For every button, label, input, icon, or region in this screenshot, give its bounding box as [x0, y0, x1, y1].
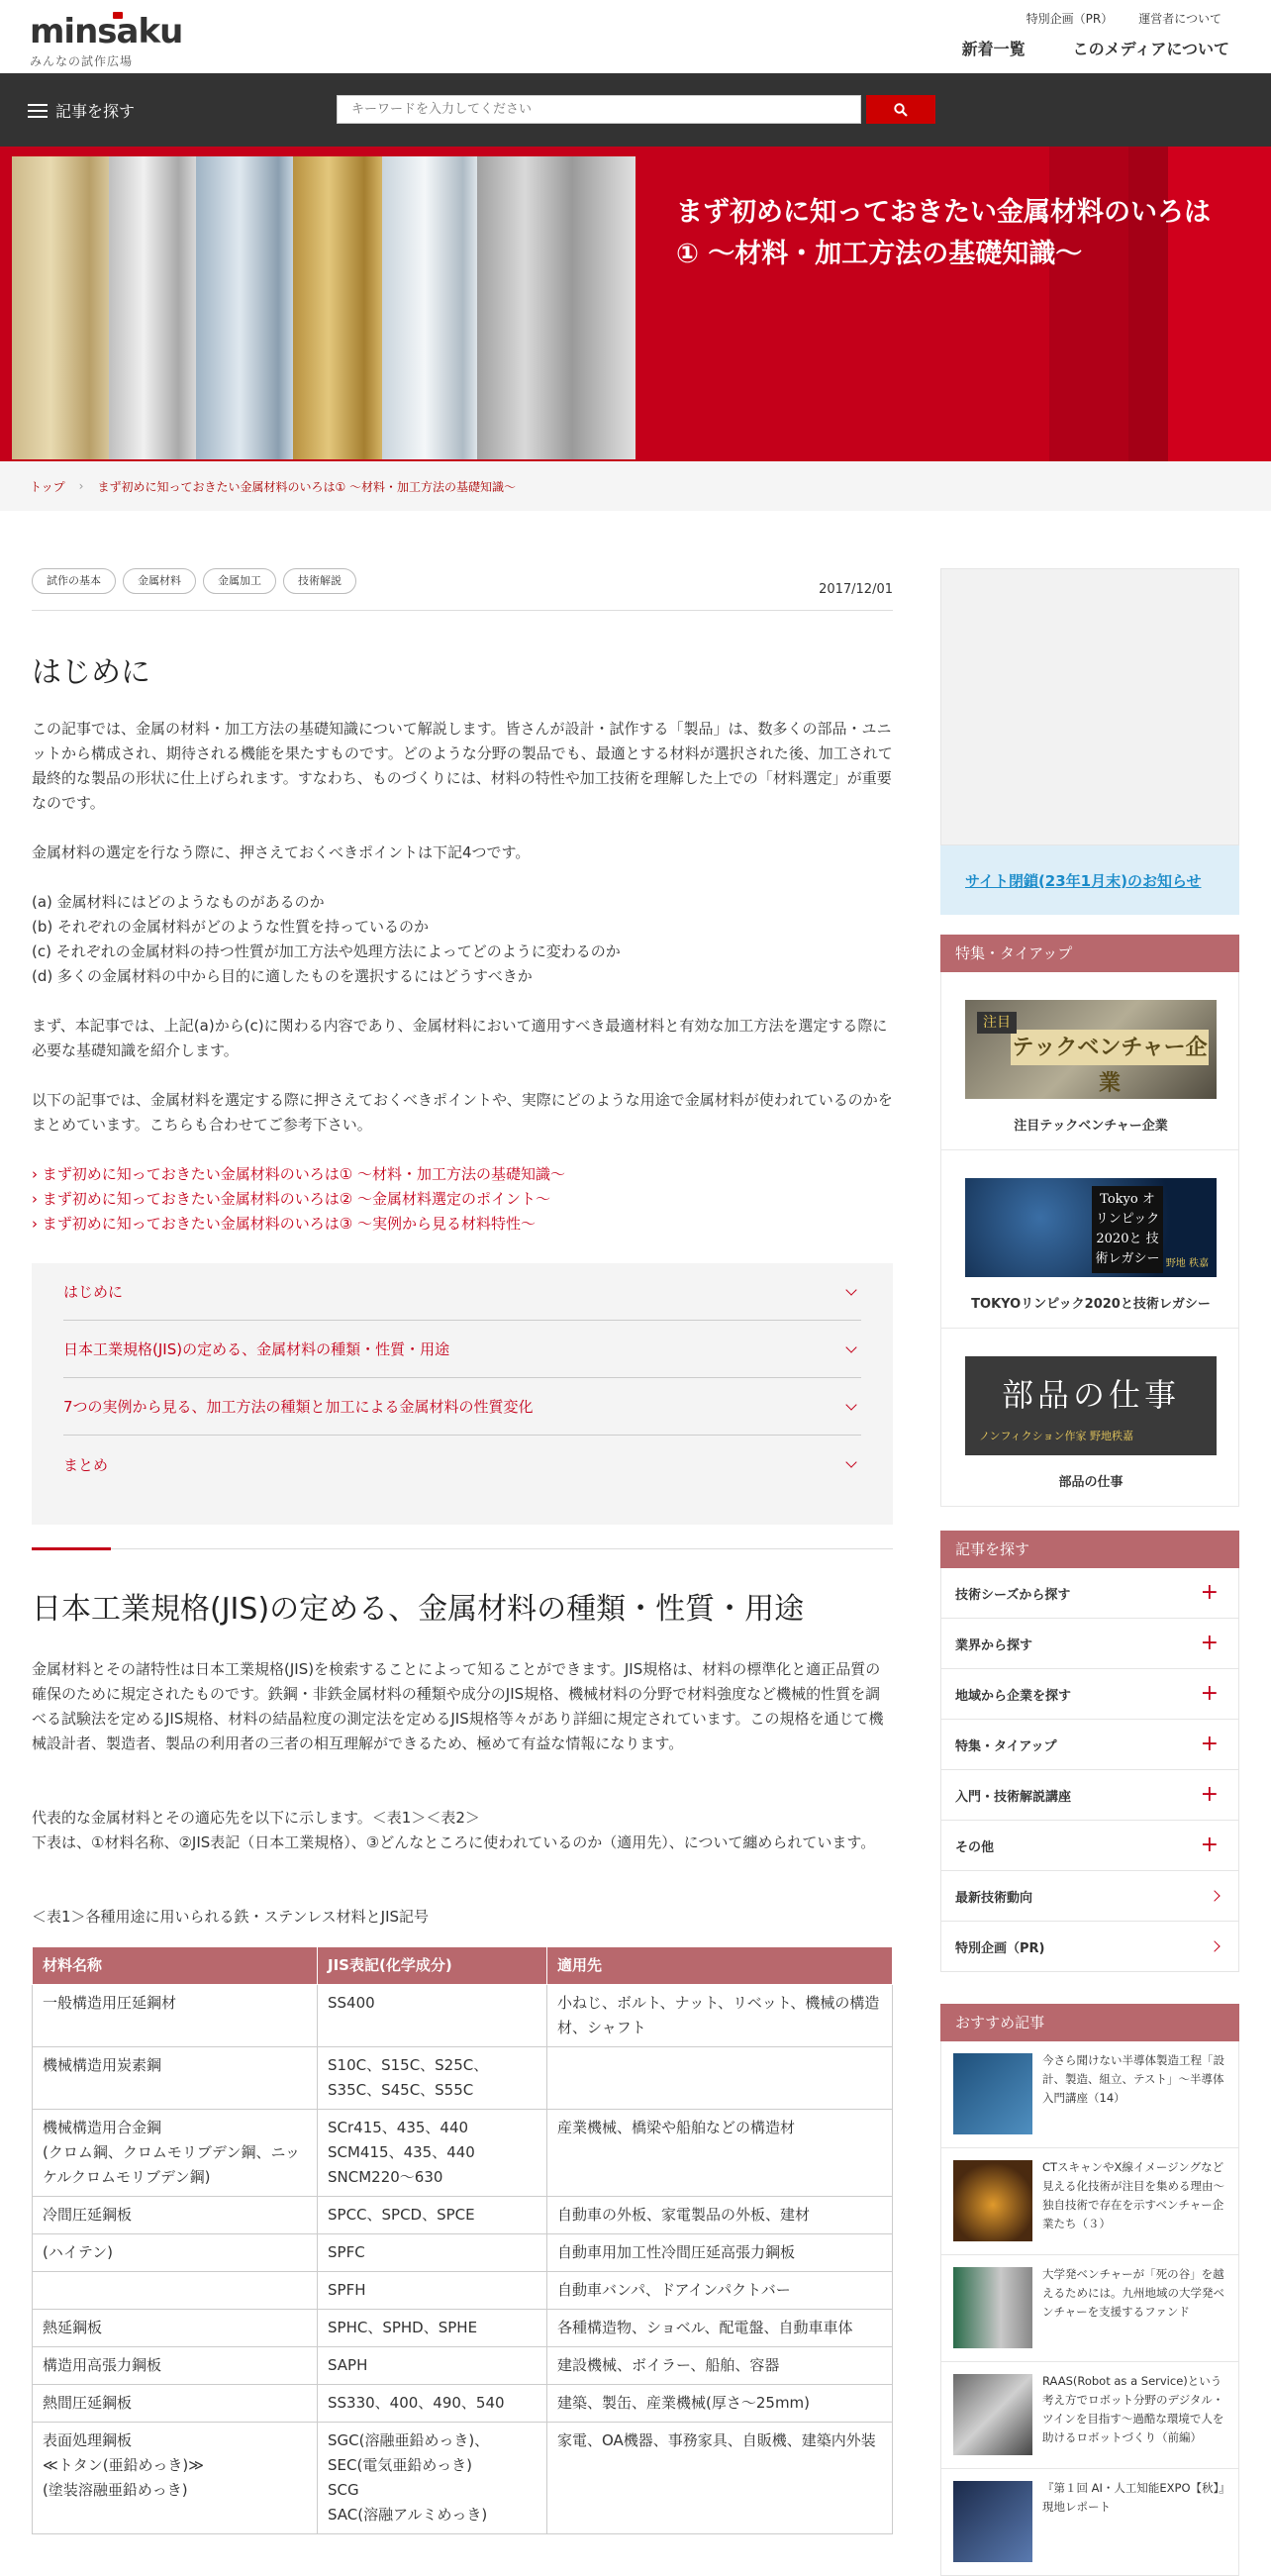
logo-text: minsaku: [30, 12, 183, 51]
tag-metal-processing[interactable]: 金属加工: [203, 568, 276, 594]
hero-metal-image: [12, 156, 636, 459]
table-cell: SPFH: [318, 2272, 547, 2310]
feature-thumb-text: Tokyo オリンピック 2020と 技術レガシー: [1092, 1186, 1163, 1273]
category-item[interactable]: [940, 1568, 1239, 1619]
table-cell: SPHC、SPHD、SPHE: [318, 2310, 547, 2347]
search-input[interactable]: [337, 95, 861, 124]
category-label: 入門・技術解説講座: [955, 1789, 1072, 1805]
chevron-down-icon: [845, 1456, 856, 1467]
top-header: [0, 0, 1271, 73]
plus-icon: +: [1200, 1833, 1219, 1857]
intro-paragraph-4: 以下の記事では、金属材料を選定する際に押さえておくべきポイントや、実際にどのような用途で金属材料が使われているのかをまとめています。こちらも合わせてご参考下さい。: [32, 1091, 893, 1134]
table-cell: 建設機械、ボイラー、船舶、容器: [547, 2347, 893, 2385]
jis-paragraph-2a: 代表的な金属材料とその適応先を以下に示します。＜表1＞＜表2＞: [32, 1809, 480, 1827]
recommended-title: 『第１回 AI・人工知能EXPO【秋】』 現地レポート: [1042, 2481, 1230, 2514]
heading-accent: [32, 1547, 111, 1550]
logo-subtitle: みんなの試作広場: [30, 54, 134, 68]
intro-paragraph-3: まず、本記事では、上記(a)から(c)に関わる内容であり、金属材料において適用すべき最適材料と有効な加工方法を選定する際に必要な基礎知識を紹介します。: [32, 1017, 888, 1059]
link-special-pr[interactable]: 特別企画（PR）: [1026, 12, 1114, 26]
table-cell: (ハイテン): [33, 2234, 318, 2272]
table-cell: 機械構造用合金鋼 (クロム鋼、クロムモリブデン鋼、ニッケルクロムモリブデン鋼): [33, 2110, 318, 2197]
recommended-title: RAAS(Robot as a Service)という考え方でロボット分野のデジタル・ツインを目指す〜過酷な環境で人を助けるロボットづくり（前編）: [1042, 2374, 1224, 2444]
table-row: [33, 2110, 893, 2197]
breadcrumb-current[interactable]: まず初めに知っておきたい金属材料のいろは① ～材料・加工方法の基礎知識～: [97, 479, 517, 494]
section-heading-intro: はじめに: [32, 655, 150, 690]
chevron-down-icon: [845, 1284, 856, 1295]
table-cell: SAPH: [318, 2347, 547, 2385]
recommended-article[interactable]: [940, 2469, 1239, 2576]
section-heading-jis: 日本工業規格(JIS)の定める、金属材料の種類・性質・用途: [32, 1592, 805, 1627]
table-row: [33, 2423, 893, 2534]
table-cell: 自動車用加工性冷間圧延高張力鋼板: [547, 2234, 893, 2272]
table-cell: SPCC、SPCD、SPCE: [318, 2197, 547, 2234]
table-cell: 自動車バンパ、ドアインパクトバー: [547, 2272, 893, 2310]
point-item: (d) 多くの金属材料の中から目的に適したものを選択するにはどうすべきか: [32, 967, 533, 985]
table-row: [33, 1985, 893, 2047]
menu-label: 記事を探す: [55, 102, 136, 121]
table-header: 材料名称: [33, 1947, 318, 1985]
feature-thumb-text: 部品の仕事: [1001, 1376, 1180, 1414]
category-label: 地域から企業を探す: [955, 1688, 1072, 1704]
table-cell: S10C、S15C、S25C、 S35C、S45C、S55C: [318, 2047, 547, 2110]
chevron-right-icon: [1209, 1940, 1220, 1951]
point-item: (b) それぞれの金属材料がどのような性質を持っているのか: [32, 918, 429, 936]
recommended-article[interactable]: [940, 2362, 1239, 2469]
tag-list: [32, 568, 893, 594]
chevron-down-icon: [845, 1341, 856, 1352]
plus-icon: +: [1200, 1631, 1219, 1655]
table-cell: 熱間圧延鋼板: [33, 2385, 318, 2423]
recommended-heading: おすすめ記事: [940, 2004, 1239, 2041]
main-nav: [962, 37, 1229, 59]
plus-icon: +: [1200, 1782, 1219, 1807]
feature-card-parts-work[interactable]: [940, 1329, 1239, 1507]
search-icon: [894, 103, 908, 117]
table-caption: ＜表1＞各種用途に用いられる鉄・ステンレス材料とJIS記号: [32, 1908, 430, 1926]
divider: [32, 1548, 893, 1549]
plus-icon: +: [1200, 1732, 1219, 1756]
related-link-1[interactable]: › まず初めに知っておきたい金属材料のいろは① ～材料・加工方法の基礎知識～: [32, 1165, 565, 1183]
table-cell: SS330、400、490、540: [318, 2385, 547, 2423]
plus-icon: +: [1200, 1681, 1219, 1706]
feature-thumb: [965, 1000, 1217, 1099]
feature-thumb-badge: 野地 秩嘉: [1165, 1258, 1209, 1269]
tag-tech-explain[interactable]: 技術解説: [283, 568, 356, 594]
notice-link[interactable]: サイト閉鎖(23年1月末)のお知らせ: [965, 871, 1202, 890]
related-links: [32, 1162, 565, 1237]
points-list: [32, 890, 893, 989]
category-item[interactable]: [940, 1821, 1239, 1871]
feature-label: 注目テックベンチャー企業: [1014, 1119, 1168, 1134]
chevron-right-icon: ›: [78, 479, 84, 493]
table-row: [33, 2234, 893, 2272]
table-cell: SCr415、435、440 SCM415、435、440 SNCM220～630: [318, 2110, 547, 2197]
feature-label: TOKYOリンピック2020と技術レガシー: [971, 1297, 1211, 1312]
feature-thumb: [965, 1178, 1217, 1277]
category-label: 技術シーズから探す: [955, 1587, 1071, 1603]
table-row: [33, 2197, 893, 2234]
feature-thumb-badge: ノンフィクション作家 野地秩嘉: [979, 1430, 1133, 1442]
table-cell: 一般構造用圧延鋼材: [33, 1985, 318, 2047]
table-of-contents: [32, 1263, 893, 1525]
divider: [32, 610, 893, 611]
publish-date: 2017/12/01: [819, 582, 893, 597]
hamburger-icon: [28, 104, 48, 118]
breadcrumb: [0, 461, 1271, 511]
table-row: [33, 2047, 893, 2110]
toc-item-intro[interactable]: [63, 1263, 861, 1321]
ad-slot: [940, 568, 1239, 845]
point-item: (c) それぞれの金属材料の持つ性質が加工方法や処理方法によってどのように変わるのか: [32, 942, 621, 960]
category-item[interactable]: [940, 1922, 1239, 1972]
table-cell: 機械構造用炭素鋼: [33, 2047, 318, 2110]
recommended-thumbnail: [953, 2374, 1032, 2455]
toc-label: 日本工業規格(JIS)の定める、金属材料の種類・性質・用途: [63, 1340, 450, 1358]
tag-basics[interactable]: 試作の基本: [32, 568, 116, 594]
table-cell: [547, 2047, 893, 2110]
table-cell: 産業機械、橋梁や船舶などの構造材: [547, 2110, 893, 2197]
table-row: [33, 2310, 893, 2347]
table-cell: 冷間圧延鋼板: [33, 2197, 318, 2234]
feature-label: 部品の仕事: [1058, 1475, 1124, 1490]
feature-card-tokyo-olympic[interactable]: [940, 1150, 1239, 1329]
recommended-thumbnail: [953, 2053, 1032, 2134]
nav-new-list[interactable]: 新着一覧: [961, 40, 1026, 58]
category-item[interactable]: [940, 1770, 1239, 1821]
feature-thumb-badge: 注目: [977, 1012, 1017, 1034]
recommended-thumbnail: [953, 2160, 1032, 2241]
hero-banner: [0, 147, 1271, 461]
chevron-right-icon: [1209, 1890, 1220, 1901]
article: [32, 568, 893, 2524]
table-cell: 家電、OA機器、事務家具、自販機、建築内外装: [547, 2423, 893, 2534]
point-item: (a) 金属材料にはどのようなものがあるのか: [32, 893, 325, 911]
recommended-article[interactable]: [940, 2148, 1239, 2255]
table-cell: 建築、製缶、産業機械(厚さ～25mm): [547, 2385, 893, 2423]
search-heading: 記事を探す: [940, 1531, 1239, 1568]
breadcrumb-home[interactable]: トップ: [30, 479, 65, 494]
recommended-thumbnail: [953, 2481, 1032, 2562]
material-table: [32, 1946, 893, 2534]
table-header: JIS表記(化学成分): [318, 1947, 547, 1985]
table-cell: 小ねじ、ボルト、ナット、リベット、機械の構造材、シャフト: [547, 1985, 893, 2047]
toc-item-summary[interactable]: [63, 1436, 861, 1493]
category-label: 最新技術動向: [955, 1890, 1033, 1906]
feature-thumb: [965, 1356, 1217, 1455]
table-cell: SGC(溶融亜鉛めっき)、 SEC(電気亜鉛めっき) SCG SAC(溶融アルミめっき): [318, 2423, 547, 2534]
chevron-down-icon: [845, 1399, 856, 1410]
related-link-3[interactable]: › まず初めに知っておきたい金属材料のいろは③ ～実例から見る材料特性～: [32, 1215, 536, 1233]
toc-label: はじめに: [63, 1283, 124, 1301]
toc-label: 7つの実例から見る、加工方法の種類と加工による金属材料の性質変化: [63, 1398, 534, 1416]
table-row: [33, 2347, 893, 2385]
category-label: 業界から探す: [955, 1637, 1033, 1653]
table-cell: [33, 2272, 318, 2310]
tag-metal-material[interactable]: 金属材料: [123, 568, 196, 594]
search-button[interactable]: [866, 95, 935, 124]
plus-icon: +: [1200, 1580, 1219, 1605]
toc-item-jis[interactable]: [63, 1321, 861, 1378]
feature-card-tech-venture[interactable]: [940, 972, 1239, 1150]
jis-paragraph-1: 金属材料とその諸特性は日本工業規格(JIS)を検索することによって知ることができます。JIS規格は、材料の標準化と適正品質の確保のために規定されたものです。鉄鋼・非鉄金属材料の種類や成分のJIS規格、機械材料の分野で材料強度など機械的性質を調べる試験法を定めるJIS規格、材料の結晶粒度の測定法を定めるJIS規格等々があり詳細に規定されています。この規格を通じて機械設計者、製造者、製品の利用者の三者の相互理解ができるため、極めて有益な情報になります。: [32, 1660, 884, 1752]
category-label: 特集・タイアップ: [955, 1738, 1057, 1754]
category-item[interactable]: [940, 1669, 1239, 1720]
toc-item-examples[interactable]: [63, 1378, 861, 1436]
recommended-thumbnail: [953, 2267, 1032, 2348]
recommended-title: 今さら聞けない半導体製造工程「設計、製造、組立、テスト」〜半導体入門講座（14）: [1042, 2053, 1224, 2105]
table-header: 適用先: [547, 1947, 893, 1985]
category-item[interactable]: [940, 1720, 1239, 1770]
table-row: [33, 2272, 893, 2310]
recommended-title: CTスキャンやX線イメージングなど見える化技術が注目を集める理由〜独自技術で存在を示すベンチャー企業たち（３）: [1042, 2160, 1224, 2230]
jis-paragraph-2b: 下表は、①材料名称、②JIS表記（日本工業規格）、③どんなところに使われているのか（適用先）、について纏められています。: [32, 1833, 876, 1851]
table-cell: SPFC: [318, 2234, 547, 2272]
category-label: 特別企画（PR): [955, 1940, 1045, 1956]
table-row: [33, 2385, 893, 2423]
intro-paragraph-1: この記事では、金属の材料・加工方法の基礎知識について解説します。皆さんが設計・試作する「製品」は、数多くの部品・ユニットから構成され、期待される機能を果たすものです。どのような分野の製品でも、最適とする材料が選択された後、加工されて最終的な製品の形状に仕上げられます。すなわち、ものづくりには、材料の特性や加工技術を理解した上での「材料選定」が重要なのです。: [32, 720, 893, 812]
recommended-article[interactable]: [940, 2041, 1239, 2148]
top-links: [1027, 10, 1222, 26]
jis-paragraph-2: [32, 1806, 893, 1855]
link-operator[interactable]: 運営者について: [1138, 12, 1222, 26]
table-cell: SS400: [318, 1985, 547, 2047]
category-item[interactable]: [940, 1871, 1239, 1922]
recommended-title: 大学発ベンチャーが「死の谷」を越えるためには。九州地域の大学発ベンチャーを支援するファンド: [1042, 2267, 1224, 2319]
notice-box: [940, 845, 1239, 915]
feature-heading: 特集・タイアップ: [940, 935, 1239, 972]
table-cell: 各種構造物、ショベル、配電盤、自動車車体: [547, 2310, 893, 2347]
related-link-2[interactable]: › まず初めに知っておきたい金属材料のいろは② ～金属材料選定のポイント～: [32, 1190, 550, 1208]
search-bar: [0, 73, 1271, 147]
intro-paragraph-2: 金属材料の選定を行なう際に、押さえておくべきポイントは下記4つです。: [32, 843, 531, 861]
feature-thumb-text: テックベンチャー企業: [1011, 1030, 1209, 1065]
category-label: その他: [955, 1839, 995, 1855]
toc-label: まとめ: [63, 1455, 109, 1474]
table-cell: 熱延鋼板: [33, 2310, 318, 2347]
recommended-article[interactable]: [940, 2255, 1239, 2362]
table-cell: 構造用高張力鋼板: [33, 2347, 318, 2385]
table-cell: 自動車の外板、家電製品の外板、建材: [547, 2197, 893, 2234]
hero-title: まず初めに知っておきたい金属材料のいろは① ～材料・加工方法の基礎知識～: [676, 197, 1211, 269]
site-logo[interactable]: [30, 12, 183, 68]
table-cell: 表面処理鋼板 ≪トタン(亜鉛めっき)≫ (塗装溶融亜鉛めっき): [33, 2423, 318, 2534]
category-item[interactable]: [940, 1619, 1239, 1669]
article-menu-button[interactable]: [28, 99, 135, 122]
nav-about-media[interactable]: このメディアについて: [1072, 40, 1229, 58]
